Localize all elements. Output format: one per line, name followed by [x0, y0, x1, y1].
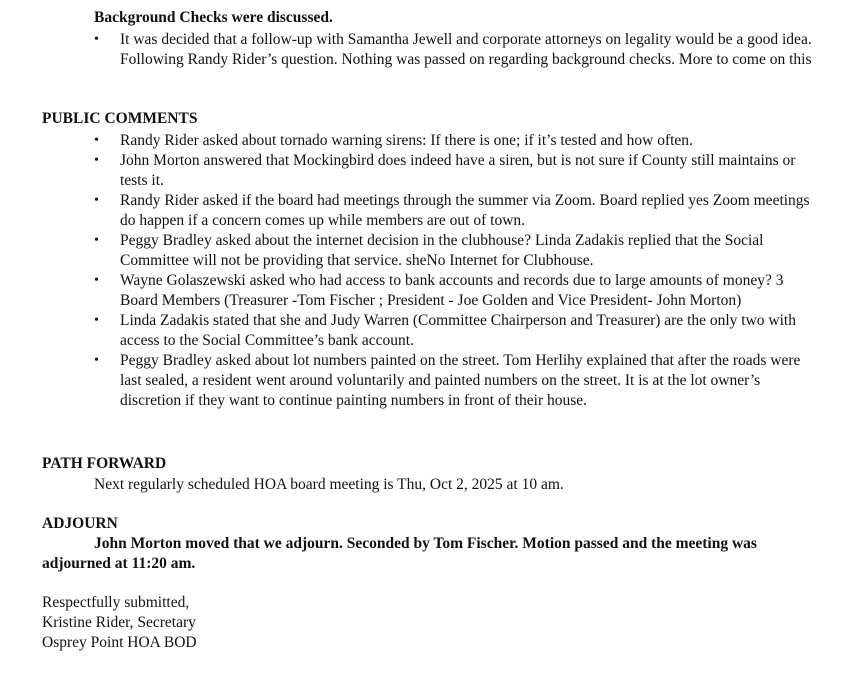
list-item-text: Randy Rider asked if the board had meetings through the summer via Zoom. Board replied yes Zoom meetings do happen if a concern comes up while members are out of town.: [120, 192, 810, 229]
signoff-line-2: Kristine Rider, Secretary: [42, 614, 196, 631]
signoff-line-1: Respectfully submitted,: [42, 594, 190, 611]
signoff-line-3: Osprey Point HOA BOD: [42, 634, 197, 651]
list-item-text: Peggy Bradley asked about the internet decision in the clubhouse? Linda Zadakis replied that the Social Committee will not be providing that service. sheNo Internet for Clubhouse.: [120, 232, 764, 269]
list-item: [94, 351, 820, 411]
bullet-icon: •: [94, 32, 99, 47]
bullet-icon: •: [94, 353, 99, 368]
background-checks-heading: Background Checks were discussed.: [94, 9, 333, 26]
list-item: [94, 311, 820, 351]
list-item: [94, 191, 820, 231]
bullet-icon: •: [94, 133, 99, 148]
path-forward-heading: PATH FORWARD: [42, 455, 167, 472]
bullet-icon: •: [94, 233, 99, 248]
list-item-text: Randy Rider asked about tornado warning sirens: If there is one; if it’s tested and how often.: [120, 132, 693, 149]
list-item: [94, 151, 820, 191]
list-item-text: Peggy Bradley asked about lot numbers painted on the street. Tom Herlihy explained that after the roads were last sealed, a resident went around voluntarily and painted numbers on the street. It is at the lot owner’s discretion if they want to continue painting numbers in front of their house.: [120, 352, 801, 409]
list-item: [94, 131, 820, 151]
public-comments-list: [94, 131, 820, 411]
public-comments-heading: PUBLIC COMMENTS: [42, 110, 198, 127]
bullet-icon: •: [94, 153, 99, 168]
bullet-icon: •: [94, 273, 99, 288]
bullet-icon: •: [94, 193, 99, 208]
list-item-text: John Morton answered that Mockingbird does indeed have a siren, but is not sure if County still maintains or tests it.: [120, 152, 796, 189]
adjourn-heading: ADJOURN: [42, 515, 118, 532]
bullet-icon: •: [94, 313, 99, 328]
list-item: [94, 231, 820, 271]
background-checks-list: [94, 30, 820, 70]
adjourn-motion-text: John Morton moved that we adjourn. Seconded by Tom Fischer. Motion passed and the meeting was adjourned at 11:20 am.: [42, 535, 757, 572]
list-item: [94, 271, 820, 311]
next-meeting-text: Next regularly scheduled HOA board meeting is Thu, Oct 2, 2025 at 10 am.: [94, 476, 564, 493]
list-item-text: Linda Zadakis stated that she and Judy Warren (Committee Chairperson and Treasurer) are the only two with access to the Social Committee’s bank account.: [120, 312, 796, 349]
list-item-text: Wayne Golaszewski asked who had access to bank accounts and records due to large amounts of money? 3 Board Members (Treasurer -Tom Fischer ; President - Joe Golden and Vice President- John Morton): [120, 272, 784, 309]
list-item: [94, 30, 820, 70]
list-item-text: It was decided that a follow-up with Samantha Jewell and corporate attorneys on legality would be a good idea. Following Randy Rider’s question. Nothing was passed on regarding background checks. More to come on this: [120, 31, 812, 68]
